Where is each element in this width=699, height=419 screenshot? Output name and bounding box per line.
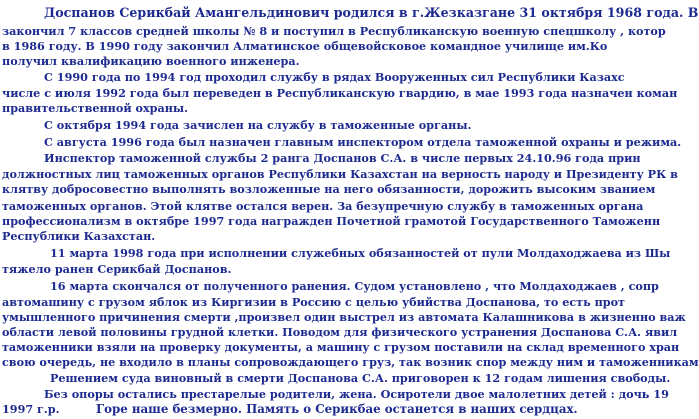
text-line: С августа 1996 года был назначен главным инспектором отдела таможенной охраны и режима.	[44, 135, 682, 149]
text-line: числе с июля 1992 года был переведен в Республиканскую гвардию, в мае 1993 года назначен коман	[2, 86, 678, 100]
text-line: тяжело ранен Серикбай Доспанов.	[2, 262, 232, 276]
text-line: профессионализм в октябре 1997 года награжден Почетной грамотой Государственного Таможенн	[2, 214, 661, 228]
text-line: Инспектор таможенной службы 2 ранга Доспанов С.А. в числе первых 24.10.96 года прин	[44, 151, 641, 165]
text-line: Без опоры остались престарелые родители, жена. Осиротели двое малолетних детей : дочь 19	[44, 387, 669, 401]
text-line: в 1986 году. В 1990 году закончил Алматинское общевойсковое командное училище им.Ко	[2, 39, 608, 53]
text-line: таможенники взяли на проверку документы, а машину с грузом поставили на склад временного хран	[2, 340, 680, 354]
text-line: автомашину с грузом яблок из Киргизии в Россию с целью убийства Доспанова, то есть прот	[2, 295, 625, 309]
text-line: таможенных органов. Этой клятве остался верен. За безупречную службу в таможенных органа	[2, 199, 644, 213]
text-line-heading: Доспанов Серикбай Амангельдинович родился в г.Жезказгане 31 октября 1968 года. В	[44, 5, 699, 20]
text-line: Республики Казахстан.	[2, 229, 156, 243]
text-line: свою очередь, не входило в планы сопровождающего груз, так возник спор между ним и таможенникам	[2, 355, 699, 369]
text-line: области левой половины грудной клетки. Поводом для физического устранения Доспанова С.А. явил	[2, 325, 678, 339]
text-line: клятву добросовестно выполнять возложенные на него обязанности, дорожить высоким званием	[2, 182, 656, 196]
text-line: Решением суда виновный в смерти Доспанова С.А. приговорен к 12 годам лишения свободы.	[50, 371, 671, 385]
text-line: должностных лиц таможенных органов Республики Казахстан на верность народу и Президенту РК в	[2, 167, 678, 181]
text-line: 16 марта скончался от полученного ранения. Судом установлено , что Молдаходжаев , сопр	[50, 279, 659, 293]
text-line: правительственной охраны.	[2, 101, 189, 115]
text-line: получил квалификацию военного инженера.	[2, 54, 300, 68]
text-line: С октября 1994 года зачислен на службу в таможенные органы.	[44, 118, 472, 132]
text-line: умышленного причинения смерти ,произвел один выстрел из автомата Калашникова в жизненно важ	[2, 310, 686, 324]
text-line: С 1990 года по 1994 год проходил службу в рядах Вооруженных сил Республики Казахс	[44, 70, 625, 84]
text-line: 1997 г.р.	[2, 402, 60, 416]
closing-line: Горе наше безмерно. Память о Серикбае останется в наших сердцах.	[96, 402, 578, 416]
text-line: закончил 7 классов средней школы № 8 и поступил в Республиканскую военную спецшколу , котор	[2, 24, 666, 38]
text-line: 11 марта 1998 года при исполнении служебных обязанностей от пули Молдаходжаева из Шы	[50, 246, 671, 260]
